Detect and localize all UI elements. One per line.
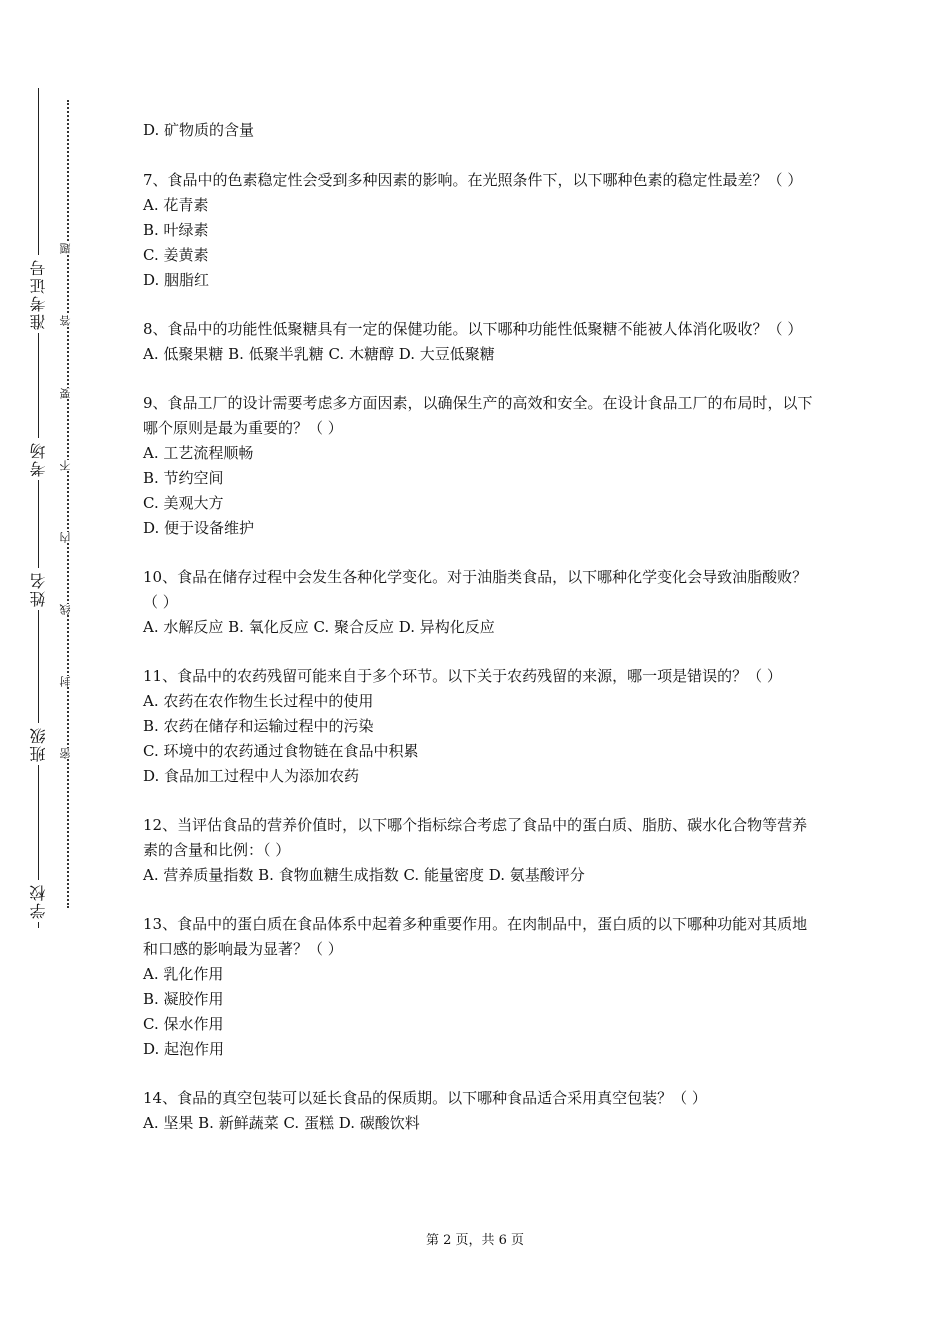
seal-char: 答 [59, 315, 77, 326]
option-d: D. 胭脂红 [143, 271, 210, 289]
option-a: A. 花青素 [143, 196, 209, 214]
field-label: 准考证号 [31, 255, 47, 333]
question-8 [143, 317, 815, 367]
option-c: C. 保水作用 [143, 1015, 224, 1033]
question-11 [143, 664, 815, 789]
question-stem: 11、食品中的农药残留可能来自于多个环节。以下关于农药残留的来源，哪一项是错误的？（ ） [143, 667, 782, 685]
option-a: A. 农药在农作物生长过程中的使用 [143, 692, 374, 710]
field-name [22, 568, 56, 610]
question-stem: 9、食品工厂的设计需要考虑多方面因素，以确保生产的高效和安全。在设计食品工厂的布局时，以下哪个原则是最为重要的？（ ） [143, 394, 813, 437]
option-d: D. 起泡作用 [143, 1040, 225, 1058]
option-c: C. 美观大方 [143, 494, 224, 512]
question-list [143, 118, 815, 1160]
field-label: 班级 [31, 723, 47, 765]
seal-dotted-line [67, 100, 69, 908]
question-10 [143, 565, 815, 640]
field-exam-room [22, 438, 56, 480]
field-label: 考场 [31, 438, 47, 480]
field-label: 学校 [31, 880, 47, 922]
question-stem: 14、食品的真空包装可以延长食品的保质期。以下哪种食品适合采用真空包装？（ ） [143, 1089, 707, 1107]
question-12 [143, 813, 815, 888]
option-d: D. 便于设备维护 [143, 519, 255, 537]
option-b: B. 农药在储存和运输过程中的污染 [143, 717, 374, 735]
question-stem: 10、食品在储存过程中会发生各种化学变化。对于油脂类食品，以下哪种化学变化会导致油脂酸败？（ ） [143, 568, 808, 611]
seal-char: 封 [59, 676, 77, 687]
seal-char: 内 [59, 532, 77, 543]
inline-options: A. 营养质量指数 B. 食物血糖生成指数 C. 能量密度 D. 氨基酸评分 [143, 866, 585, 884]
inline-options: A. 水解反应 B. 氧化反应 C. 聚合反应 D. 异构化反应 [143, 618, 495, 636]
inline-options: A. 坚果 B. 新鲜蔬菜 C. 蛋糕 D. 碳酸饮料 [143, 1114, 420, 1132]
field-class [22, 723, 56, 765]
question-stem: 8、食品中的功能性低聚糖具有一定的保健功能。以下哪种功能性低聚糖不能被人体消化吸收？（ ） [143, 320, 803, 338]
page-number: 第 2 页，共 6 页 [425, 1233, 525, 1248]
question-stem: 12、当评估食品的营养价值时，以下哪个指标综合考虑了食品中的蛋白质、脂肪、碳水化合物等营养素的含量和比例：（ ） [143, 816, 808, 859]
option-a: A. 乳化作用 [143, 965, 224, 983]
question-9 [143, 391, 815, 541]
seal-char: 题 [59, 243, 77, 254]
field-exam-number [22, 255, 56, 333]
option-b: B. 凝胶作用 [143, 990, 224, 1008]
seal-char: 不 [59, 460, 77, 471]
inline-options: A. 低聚果糖 B. 低聚半乳糖 C. 木糖醇 D. 大豆低聚糖 [143, 345, 495, 363]
field-label: 姓名 [31, 568, 47, 610]
seal-char: 要 [59, 388, 77, 399]
field-school [22, 880, 56, 922]
seal-char: 线 [59, 604, 77, 615]
question-stem: 13、食品中的蛋白质在食品体系中起着多种重要作用。在肉制品中，蛋白质的以下哪种功能对其质地和口感的影响最为显著？（ ） [143, 915, 808, 958]
option: D. 矿物质的含量 [143, 121, 255, 139]
question-7 [143, 168, 815, 293]
option-a: A. 工艺流程顺畅 [143, 444, 254, 462]
binding-line [38, 88, 39, 928]
option-c: C. 姜黄素 [143, 246, 209, 264]
question-stem: 7、食品中的色素稳定性会受到多种因素的影响。在光照条件下，以下哪种色素的稳定性最差？（ ） [143, 171, 803, 189]
option-b: B. 叶绿素 [143, 221, 209, 239]
question-14 [143, 1086, 815, 1136]
question-13 [143, 912, 815, 1062]
option-c: C. 环境中的农药通过食物链在食品中积累 [143, 742, 419, 760]
option-b: B. 节约空间 [143, 469, 224, 487]
seal-char: 密 [59, 748, 77, 759]
option-d: D. 食品加工过程中人为添加农药 [143, 767, 360, 785]
